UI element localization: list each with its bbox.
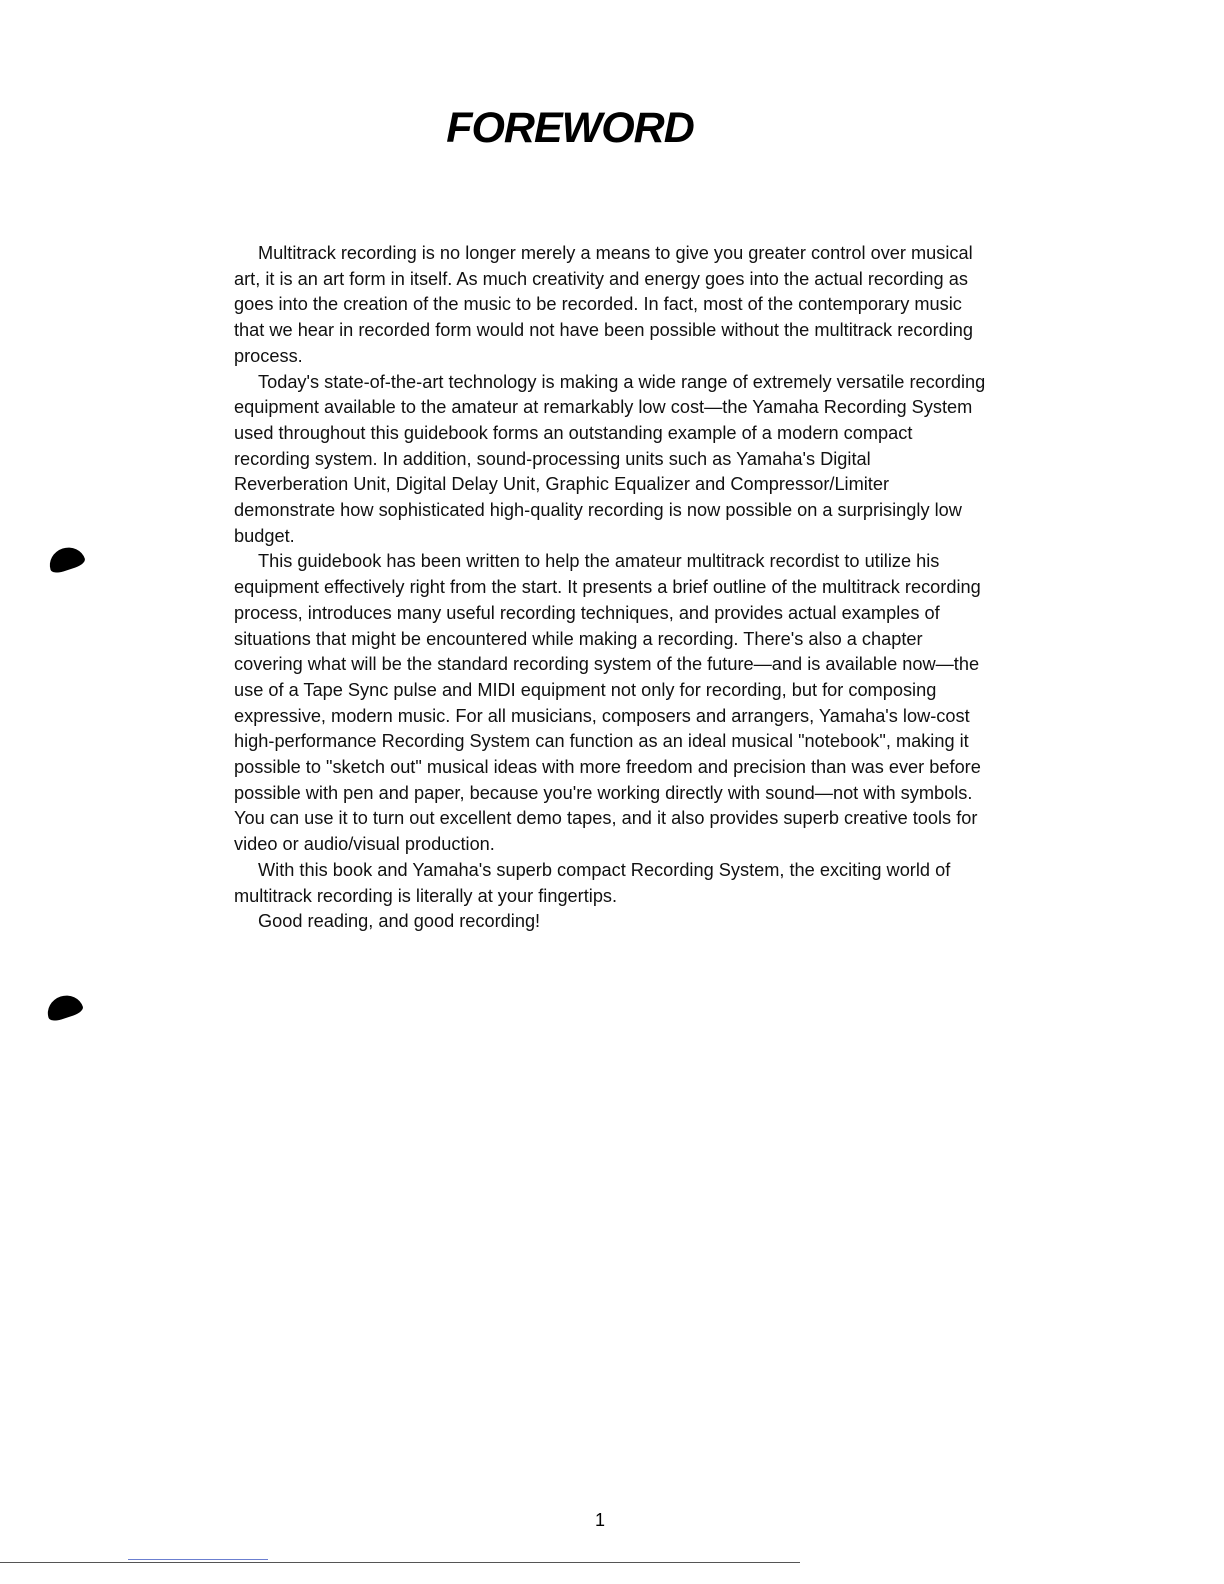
page-title: FOREWORD [446, 104, 694, 152]
paragraph: Good reading, and good recording! [258, 911, 541, 932]
bottom-divider-accent [128, 1559, 268, 1560]
page-number: 1 [594, 1510, 605, 1530]
binder-hole-mark [43, 991, 84, 1023]
paragraph: Today's state-of-the-art technology is making a wide range of extremely versatile recording equipment available to the amateur at remarkably low cost—the Yamaha Recording System used throughout this guidebook forms an outstanding example of a modern compact recording system. In addition, sound-processing units such as Yamaha's Digital Reverberation Unit, Digital Delay Unit, Graphic Equalizer and Compressor/Limiter demonstrate how sophisticated high-quality recording is now possible on a surprisingly low budget. [234, 371, 986, 546]
paragraph: Multitrack recording is no longer merely a means to give you greater control over musical art, it is an art form in itself. As much creativity and energy goes into the actual recording as goes into the creation of the music to be recorded. In fact, most of the contemporary music that we hear in recorded form would not have been possible without the multitrack recording process. [234, 243, 974, 366]
paragraph: With this book and Yamaha's superb compact Recording System, the exciting world of multitrack recording is literally at your fingertips. [234, 859, 951, 906]
foreword-body [234, 241, 986, 935]
paragraph: This guidebook has been written to help the amateur multitrack recordist to utilize his equipment effectively right from the start. It presents a brief outline of the multitrack recording process, introduces many useful recording techniques, and provides actual examples of situations that might be encountered while making a recording. There's also a chapter covering what will be the standard recording system of the future—and is available now—the use of a Tape Sync pulse and MIDI equipment not only for recording, but for composing expressive, modern music. For all musicians, composers and arrangers, Yamaha's low-cost high-performance Recording System can function as an ideal musical "notebook", making it possible to "sketch out" musical ideas with more freedom and precision than was ever before possible with pen and paper, because you're working directly with sound—not with symbols. You can use it to turn out excellent demo tapes, and it also provides superb creative tools for video or audio/visual production. [234, 551, 981, 855]
binder-hole-mark [45, 543, 86, 575]
bottom-divider [0, 1562, 800, 1563]
